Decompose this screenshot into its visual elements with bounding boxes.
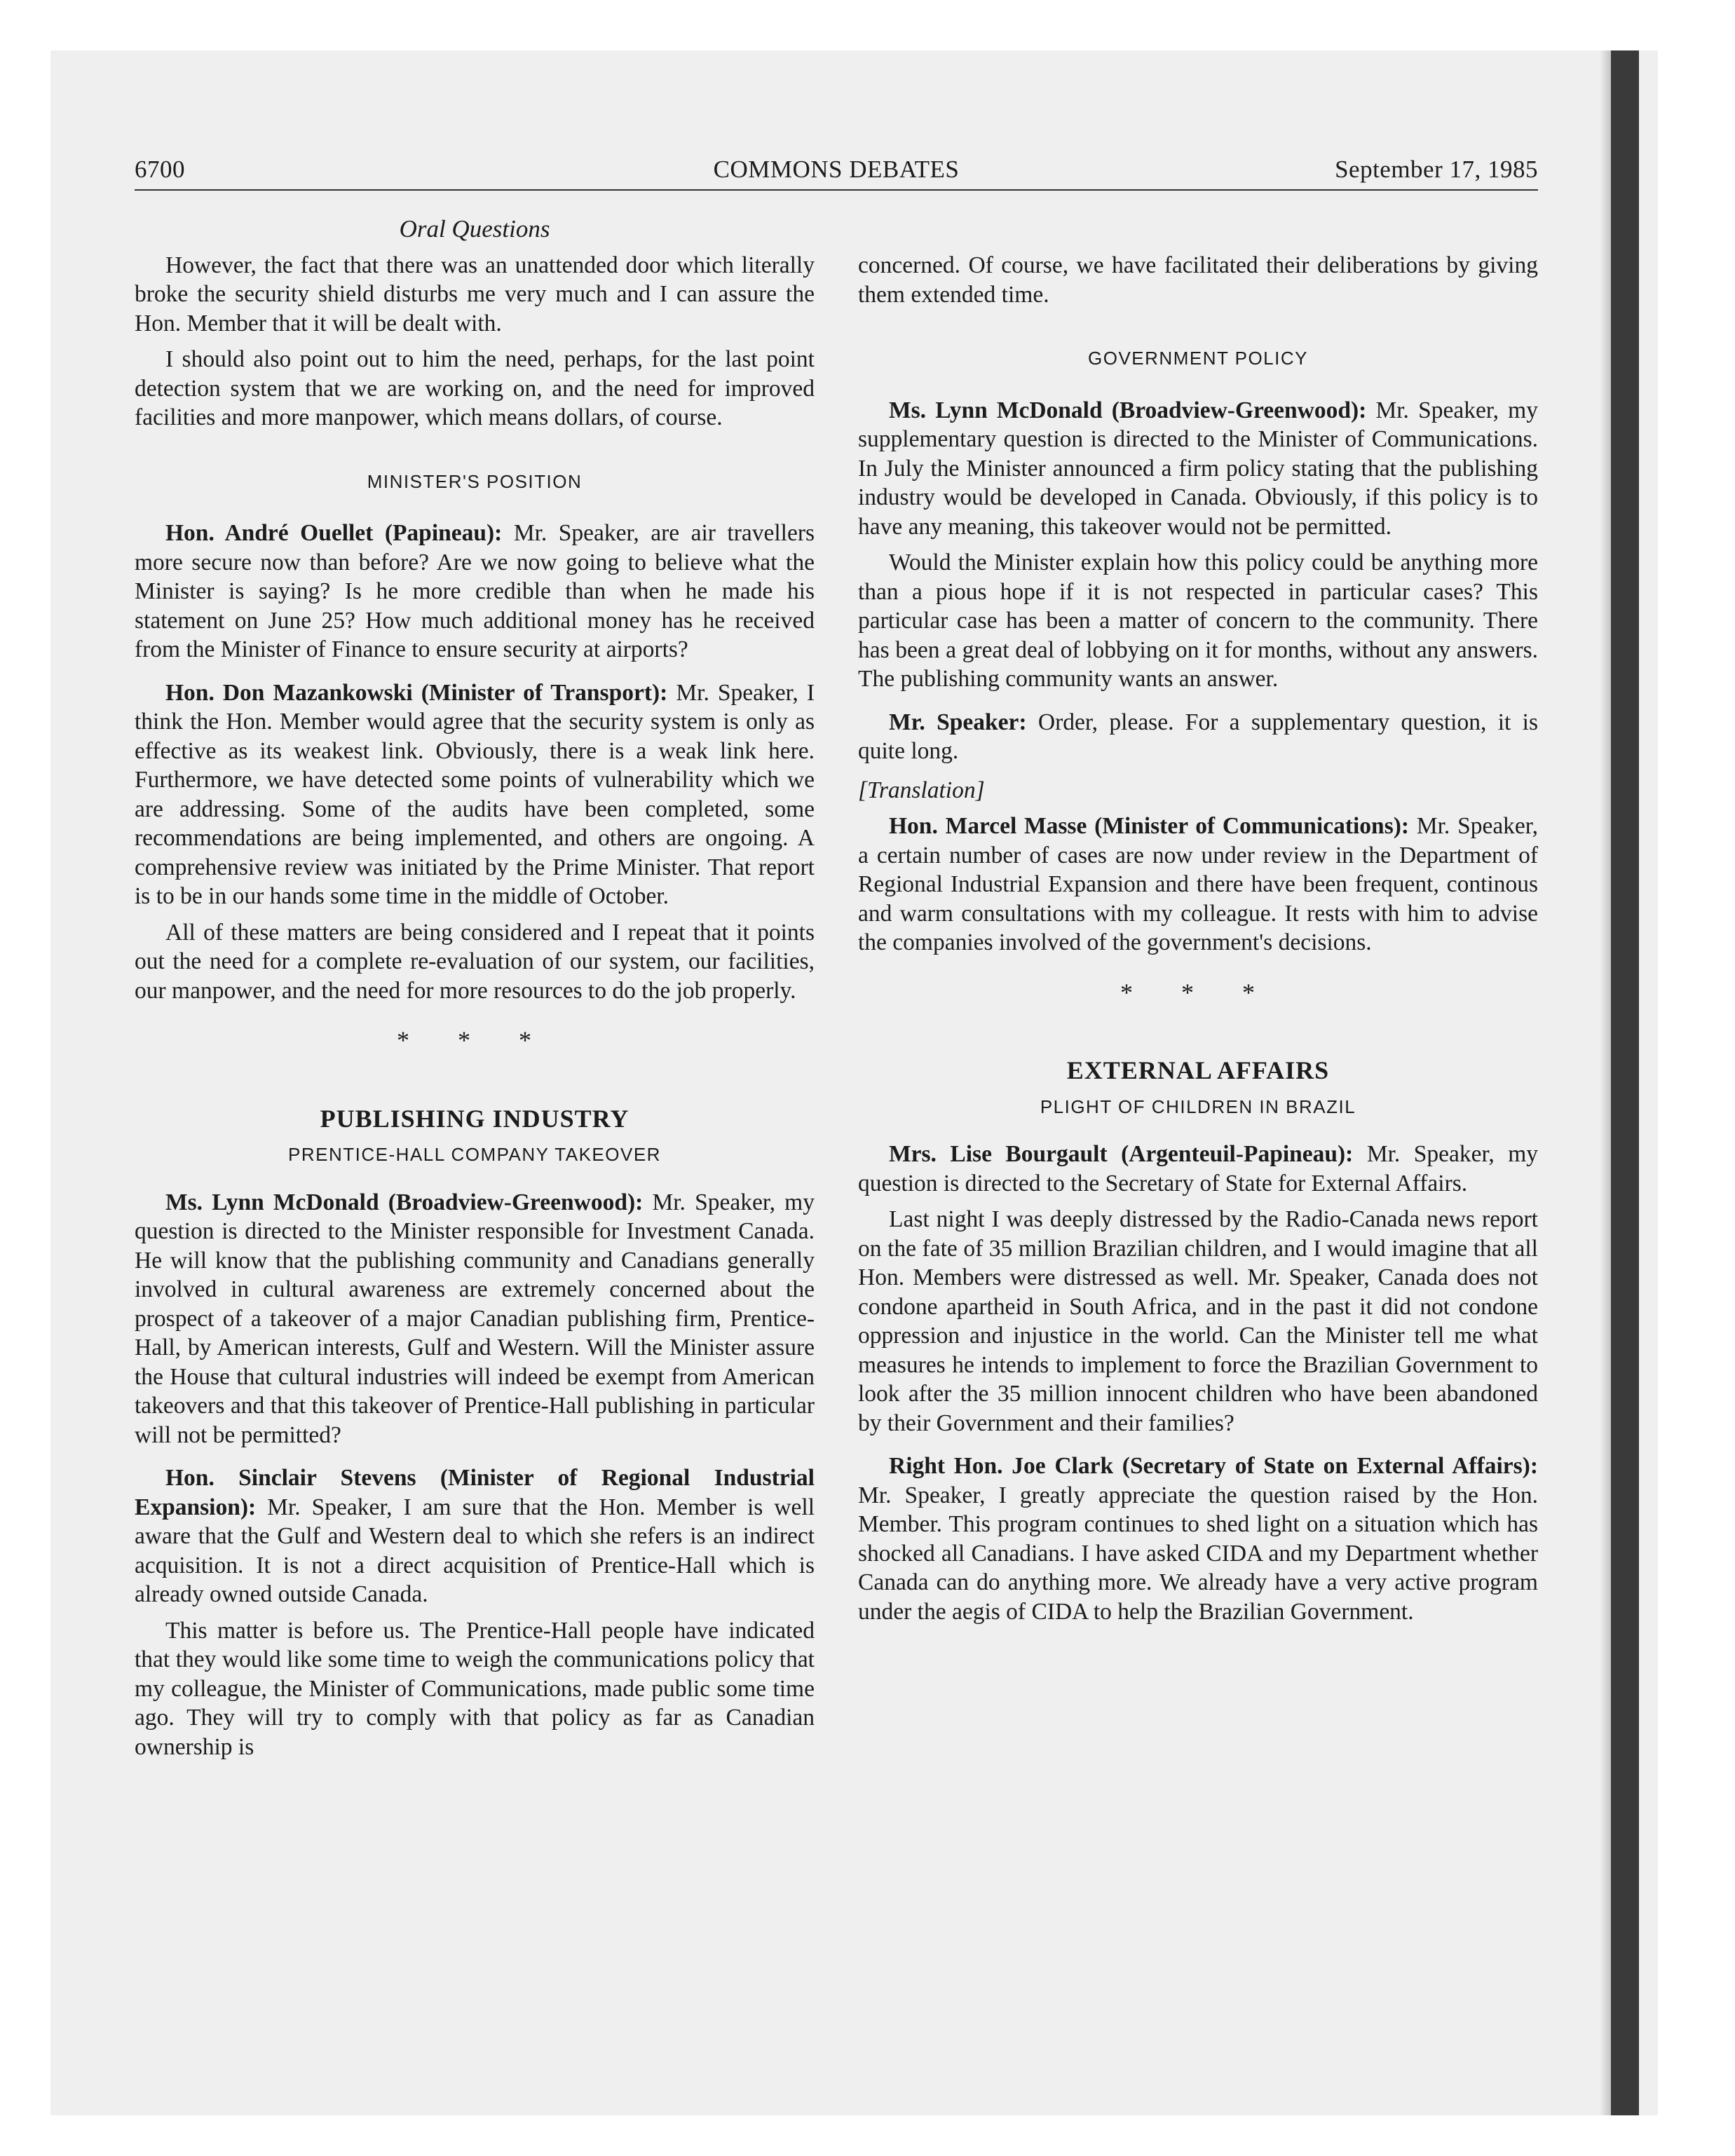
speech-speaker bbox=[858, 708, 1538, 766]
heading-external-affairs: EXTERNAL AFFAIRS bbox=[1066, 1056, 1330, 1084]
translation-note: [Translation] bbox=[858, 777, 985, 803]
paragraph: However, the fact that there was an unattended door which literally broke the security shield disturbs me very much and I can assure the Hon. Member that it will be dealt with. bbox=[135, 252, 815, 336]
page-content bbox=[135, 156, 1538, 1760]
heading-publishing-industry: PUBLISHING INDUSTRY bbox=[320, 1104, 630, 1133]
speech-masse bbox=[858, 812, 1538, 957]
speech-mcdonald-supplementary bbox=[858, 396, 1538, 542]
subheading-minister-position: MINISTER'S POSITION bbox=[367, 470, 583, 492]
subheading-government-policy: GOVERNMENT POLICY bbox=[1088, 348, 1308, 369]
section-separator: * * * bbox=[1120, 978, 1276, 1007]
running-head bbox=[135, 156, 1538, 192]
speech-text: Mr. Speaker, my question is directed to the Secretary of State for External Affairs. bbox=[858, 1141, 1538, 1196]
speech-ouellet bbox=[135, 519, 815, 664]
speech-text: Mr. Speaker, a certain number of cases are now under review in the Department of Regional Industrial Expansion and there have been frequent, continous and warm consultations with my colleague. It rests with him to advise the companies involved of the government's decisions. bbox=[858, 813, 1538, 955]
speech-text: Mr. Speaker, I greatly appreciate the question raised by the Hon. Member. This program continues to shed light on a situation which has shocked all Canadians. I have asked CIDA and my Department whether Canada can do anything more. We already have a very active program under the aegis of CIDA to help the Brazilian Government. bbox=[858, 1482, 1538, 1625]
right-column bbox=[858, 251, 1538, 1633]
speaker-name: Hon. André Ouellet (Papineau): bbox=[165, 520, 503, 546]
left-column bbox=[135, 214, 815, 1768]
speaker-name: Hon. Marcel Masse (Minister of Communications): bbox=[889, 813, 1410, 839]
publication-date: September 17, 1985 bbox=[1335, 156, 1538, 183]
section-separator: * * * bbox=[397, 1026, 552, 1054]
speech-mcdonald bbox=[135, 1188, 815, 1450]
speech-text: Mr. Speaker, my question is directed to the Minister responsible for Investment Canada. He will know that the publishing community and Canadians generally involved in cultural awareness are extremely concerned about the prospect of a takeover of a major Canadian publishing firm, Prentice-Hall, by American interests, Gulf and Western. Will the Minister assure the House that cultural industries will indeed be exempt from American takeovers and that this takeover of Prentice-Hall publishing in particular will not be permitted? bbox=[135, 1189, 815, 1448]
speaker-name: Mrs. Lise Bourgault (Argenteuil-Papineau): bbox=[889, 1141, 1354, 1167]
speech-mazankowski bbox=[135, 678, 815, 911]
header-rule bbox=[135, 189, 1538, 191]
speech-text: Order, please. For a supplementary question, it is quite long. bbox=[858, 709, 1538, 764]
speaker-name: Ms. Lynn McDonald (Broadview-Greenwood): bbox=[165, 1189, 644, 1215]
speaker-name: Ms. Lynn McDonald (Broadview-Greenwood): bbox=[889, 397, 1367, 423]
speech-text: Mr. Speaker, are air travellers more secure now than before? Are we now going to believe what the Minister is saying? Is he more credible than when he made his statement on June 25? How much additional money has he received from the Minister of Finance to ensure security at airports? bbox=[135, 520, 815, 662]
paragraph-continued: concerned. Of course, we have facilitated their deliberations by giving them extended time. bbox=[858, 252, 1538, 308]
subheading-prentice-hall: PRENTICE-HALL COMPANY TAKEOVER bbox=[288, 1144, 661, 1165]
speaker-name: Hon. Don Mazankowski (Minister of Transport): bbox=[165, 679, 668, 706]
section-label: Oral Questions bbox=[399, 215, 550, 243]
speech-text: Mr. Speaker, I am sure that the Hon. Member is well aware that the Gulf and Western deal to which she refers is an indirect acquisition. It is not a direct acquisition of Prentice-Hall which is already owned outside Canada. bbox=[135, 1494, 815, 1607]
paragraph: This matter is before us. The Prentice-Hall people have indicated that they would like some time to weigh the communications policy that my colleague, the Minister of Communications, made public some time ago. They will try to comply with that policy as far as Canadian ownership is bbox=[135, 1617, 815, 1760]
speech-bourgault bbox=[858, 1140, 1538, 1198]
subheading-children-brazil: PLIGHT OF CHILDREN IN BRAZIL bbox=[1040, 1096, 1356, 1117]
speech-text: Mr. Speaker, my supplementary question is directed to the Minister of Communications. In July the Minister announced a firm policy stating that the publishing industry would be developed in Canada. Obviously, if this policy is to have any meaning, this takeover would not be permitted. bbox=[858, 397, 1538, 540]
speech-clark bbox=[858, 1452, 1538, 1626]
speaker-name: Right Hon. Joe Clark (Secretary of State on External Affairs): bbox=[889, 1453, 1538, 1479]
speech-stevens bbox=[135, 1464, 815, 1609]
paragraph: All of these matters are being considered and I repeat that it points out the need for a complete re-evaluation of our system, our facilities, our manpower, and the need for more resources to do the job properly. bbox=[135, 919, 815, 1004]
paragraph: Last night I was deeply distressed by the Radio-Canada news report on the fate of 35 million Brazilian children, and I would imagine that all Hon. Members were distressed as well. Mr. Speaker, Canada does not condone apartheid in South Africa, and in the past it did not condone oppression and injustice in the world. Can the Minister tell me what measures he intends to implement to force the Brazilian Government to look after the 35 million innocent children who have been abandoned by their Government and their families? bbox=[858, 1206, 1538, 1436]
speaker-name: Mr. Speaker: bbox=[889, 709, 1027, 735]
speech-text: Mr. Speaker, I think the Hon. Member would agree that the security system is only as effective as its weakest link. Obviously, there is a weak link here. Furthermore, we have detected some points of vulnerability which we are addressing. Some of the audits have been completed, some recommendations are being implemented, and others are ongoing. A comprehensive review was initiated by the Prime Minister. That report is to be in our hands some time in the middle of October. bbox=[135, 679, 815, 909]
speaker-name: Hon. Sinclair Stevens (Minister of Regional Industrial Expansion): bbox=[135, 1465, 815, 1520]
paragraph: I should also point out to him the need, perhaps, for the last point detection system that we are working on, and the need for improved facilities and more manpower, which means dollars, of course. bbox=[135, 346, 815, 430]
paragraph: Would the Minister explain how this policy could be anything more than a pious hope if it is not respected in particular cases? This particular case has been a matter of concern to the community. There has been a great deal of lobbying on it for months, without any answers. The publishing community wants an answer. bbox=[858, 550, 1538, 692]
binding-edge bbox=[1611, 50, 1639, 2115]
page-number: 6700 bbox=[135, 156, 185, 183]
page-shadow bbox=[1600, 50, 1611, 2115]
publication-title: COMMONS DEBATES bbox=[713, 156, 960, 183]
